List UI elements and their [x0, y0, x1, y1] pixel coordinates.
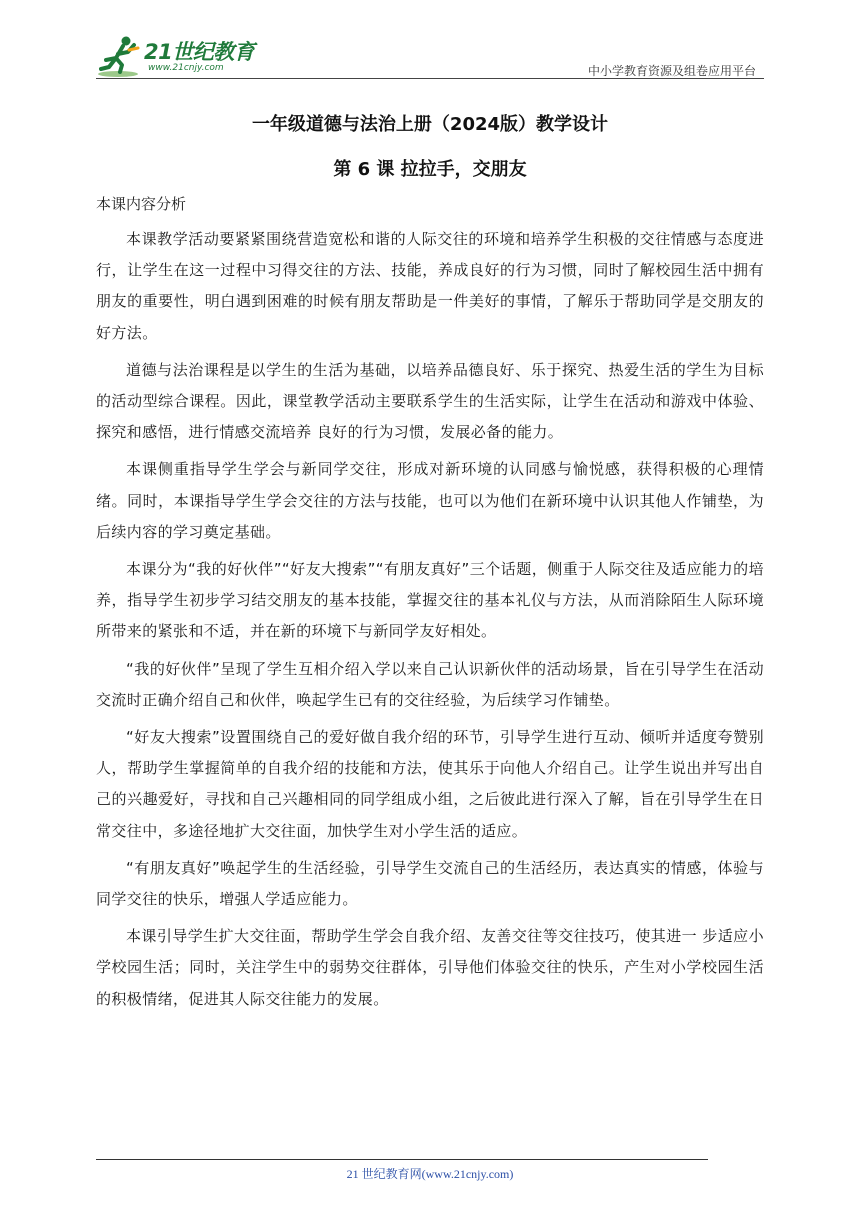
runner-logo-icon	[96, 34, 144, 80]
paragraph: 道德与法治课程是以学生的生活为基础，以培养品德良好、乐于探究、热爱生活的学生为目标的活动型综合课程。因此，课堂教学活动主要联系学生的生活实际，让学生在活动和游戏中体验、探究和感悟，进行情感交流培养 良好的行为习惯，发展必备的能力。	[96, 360, 764, 442]
lesson-title: 第 6 课 拉拉手，交朋友	[333, 159, 527, 180]
logo-url: www.21cnjy.com	[148, 63, 224, 73]
header-platform-text: 中小学教育资源及组卷应用平台	[587, 64, 756, 78]
document-body	[96, 224, 764, 1021]
paragraph: 本课分为“我的好伙伴”“好友大搜索”“有朋友真好”三个话题，侧重于人际交往及适应能力的培养，指导学生初步学习结交朋友的基本技能，掌握交往的基本礼仪与方法，从而消除陌生人际环境所带来的紧张和不适，并在新的环境下与新同学友好相处。	[96, 560, 764, 641]
footer-link[interactable]: 21 世纪教育网(www.21cnjy.com)	[346, 1167, 514, 1181]
paragraph: “有朋友真好”唤起学生的生活经验，引导学生交流自己的生活经历，表达真实的情感，体验与同学交往的快乐，增强人学适应能力。	[96, 858, 764, 909]
paragraph: “好友大搜索”设置围绕自己的爱好做自我介绍的环节，引导学生进行互动、倾听并适度夸赞别人，帮助学生掌握简单的自我介绍的技能和方法，使其乐于向他人介绍自己。让学生说出并写出自己的兴趣爱好，寻找和自己兴趣相同的同学组成小组，之后彼此进行深入了解，旨在引导学生在日常交往中，多途径地扩大交往面，加快学生对小学生活的适应。	[96, 728, 764, 840]
logo	[96, 34, 266, 80]
paragraph: “我的好伙伴”呈现了学生互相介绍入学以来自己认识新伙伴的活动场景，旨在引导学生在活动交流时正确介绍自己和伙伴，唤起学生已有的交往经验，为后续学习作铺垫。	[96, 659, 764, 709]
document-title: 一年级道德与法治上册（2024版）教学设计	[251, 114, 609, 135]
paragraph: 本课侧重指导学生学会与新同学交往，形成对新环境的认同感与愉悦感，获得积极的心理情绪。同时，本课指导学生学会交往的方法与技能，也可以为他们在新环境中认识其他人作铺垫，为后续内容的学习奠定基础。	[96, 460, 764, 541]
paragraph: 本课引导学生扩大交往面，帮助学生学会自我介绍、友善交往等交往技巧，使其进一 步适应小学校园生活；同时，关注学生中的弱势交往群体，引导他们体验交往的快乐，产生对小学校园生活的积极情绪，促进其人际交往能力的发展。	[96, 927, 764, 1008]
footer-divider	[96, 1159, 708, 1160]
page-header	[96, 32, 764, 82]
logo-text: 21世纪教育	[144, 40, 255, 64]
section-heading: 本课内容分析	[96, 195, 187, 213]
paragraph: 本课教学活动要紧紧围绕营造宽松和谐的人际交往的环境和培养学生积极的交往情感与态度进行，让学生在这一过程中习得交往的方法、技能，养成良好的行为习惯，同时了解校园生活中拥有朋友的重要性，明白遇到困难的时候有朋友帮助是一件美好的事情，了解乐于帮助同学是交朋友的好方法。	[96, 230, 764, 342]
header-divider	[96, 78, 764, 79]
